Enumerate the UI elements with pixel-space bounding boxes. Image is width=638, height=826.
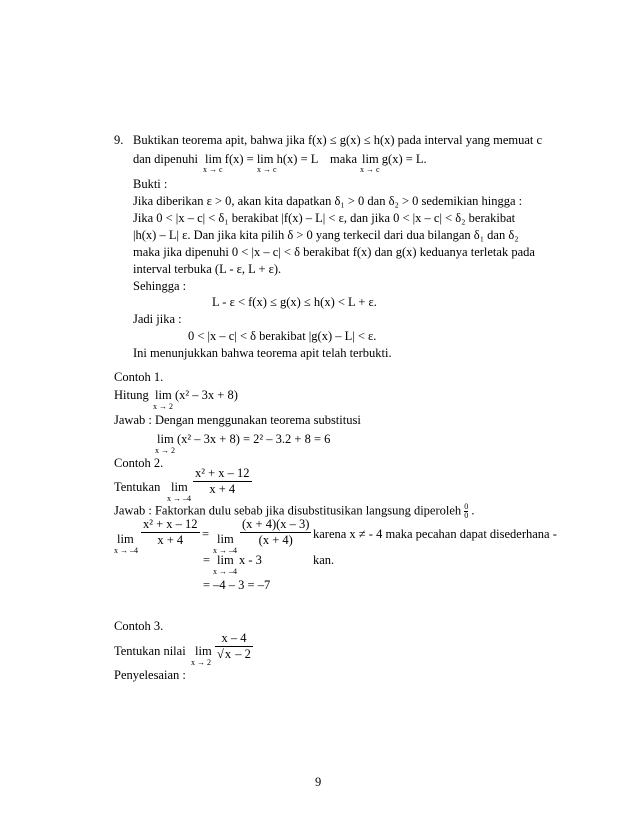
zero-over-zero [464, 503, 468, 520]
fraction-denominator: (x + 4) [240, 532, 311, 547]
item9-line2-maka: maka [330, 152, 358, 166]
limit-subscript: x → 2 [191, 658, 211, 667]
lim-word: lim [195, 644, 212, 658]
solution-expression: (x² – 3x + 8) = 2² – 3.2 + 8 = 6 [177, 432, 331, 446]
fraction [141, 518, 200, 546]
item9-line2-limit-g: lim g(x) = L. [362, 152, 427, 166]
limit-subscript: x → c [257, 165, 277, 174]
sehingga-label: Sehingga : [133, 279, 187, 293]
limit-subscript: x → c [360, 165, 380, 174]
lim-word: lim [217, 553, 234, 567]
limit-expression: x - 3 [239, 553, 262, 567]
penyelesaian-label: Penyelesaian : [114, 668, 186, 682]
limit-expression: (x² – 3x + 8) [175, 388, 238, 402]
page-number: 9 [315, 775, 322, 789]
lim-word: lim [117, 532, 134, 546]
limit-subscript: x → 2 [153, 402, 173, 411]
equals-sign: = [203, 553, 211, 567]
limit-subscript: x → –4 [213, 546, 237, 555]
item-number: 9. [114, 133, 124, 147]
limit-subscript: x → –4 [213, 567, 237, 576]
proof-line: Jika 0 < |x – c| < δ₁ berakibat |f(x) – L| < ε, dan jika 0 < |x – c| < δ₂ berakibat [133, 211, 516, 225]
fraction-denominator: 0 [464, 511, 469, 520]
proof-line: interval terbuka (L - ε, L + ε). [133, 262, 282, 276]
answer-line: Jawab : Dengan menggunakan teorema substitusi [114, 413, 361, 427]
bukti-heading: Bukti : [133, 177, 168, 191]
limit-subscript: x → –4 [114, 546, 138, 555]
fraction-numerator: x² + x – 12 [143, 517, 198, 531]
fraction [193, 467, 252, 495]
proof-line: Jika diberikan ε > 0, akan kita dapatkan δ₁ > 0 dan δ₂ > 0 sedemikian hingga : [133, 194, 523, 208]
limit-subscript: x → c [203, 165, 223, 174]
inequality: L - ε < f(x) ≤ g(x) ≤ h(x) < L + ε. [212, 295, 377, 309]
lim-word: lim [155, 388, 172, 402]
lim-word: lim [157, 432, 174, 446]
final-result: = –4 – 3 = –7 [203, 578, 271, 592]
jadi-label: Jadi jika : [133, 312, 182, 326]
limit-subscript: x → –4 [167, 494, 191, 503]
tentukan-label: Tentukan nilai [114, 644, 186, 658]
item9-line1: Buktikan teorema apit, bahwa jika f(x) ≤ g(x) ≤ h(x) pada interval yang memuat c [133, 133, 543, 147]
explanation-text: karena x ≠ - 4 maka pecahan dapat disederhana - [313, 527, 557, 541]
example-title: Contoh 3. [114, 619, 164, 633]
lim-word: lim [217, 532, 234, 546]
proof-line: maka jika dipenuhi 0 < |x – c| < δ berakibat f(x) dan g(x) keduanya terletak pada [133, 245, 535, 259]
fraction-denominator: x + 4 [141, 532, 200, 547]
sqrt-icon: √ [217, 646, 224, 661]
fraction-numerator: (x + 4)(x – 3) [242, 517, 310, 531]
denominator-rest: – 2 [235, 646, 251, 661]
tentukan-label: Tentukan [114, 480, 161, 494]
fraction-numerator: 0 [464, 502, 469, 511]
radicand: x [224, 646, 232, 661]
fraction [240, 518, 311, 546]
fraction-numerator: x² + x – 12 [195, 466, 250, 480]
proof-line: |h(x) – L| ε. Dan jika kita pilih δ > 0 yang terkecil dari dua bilangan δ₁ dan δ₂ [133, 228, 519, 242]
hitung-label: Hitung [114, 388, 149, 402]
fraction-denominator: x + 4 [193, 481, 252, 496]
lim-word: lim [171, 480, 188, 494]
item9-line2-prefix: dan dipenuhi [133, 152, 198, 166]
conclusion: Ini menunjukkan bahwa teorema apit telah terbukti. [133, 346, 392, 360]
fraction [215, 632, 253, 660]
example-title: Contoh 2. [114, 456, 164, 470]
fraction-denominator [215, 646, 253, 661]
example-title: Contoh 1. [114, 370, 164, 384]
answer-line: Jawab : Faktorkan dulu sebab jika disubstitusikan langsung diperoleh [114, 503, 462, 518]
explanation-text: kan. [313, 553, 335, 567]
period: . [471, 503, 475, 518]
inequality: 0 < |x – c| < δ berakibat |g(x) – L| < ε. [188, 329, 377, 343]
limit-subscript: x → 2 [155, 446, 175, 455]
item9-line2-limits: lim f(x) = lim h(x) = L [205, 152, 319, 166]
equals-sign: = [202, 527, 210, 541]
fraction-numerator: x – 4 [221, 631, 247, 645]
